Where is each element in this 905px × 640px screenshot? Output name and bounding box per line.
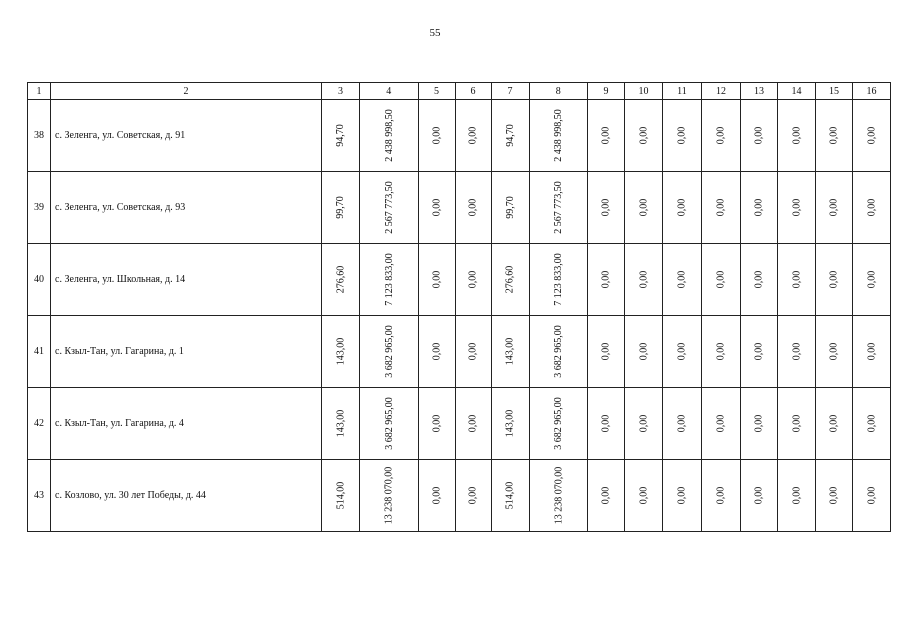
value-text: 0,00 <box>753 342 765 361</box>
value-cell-col-9 <box>588 388 625 460</box>
value-cell-col-8 <box>529 244 588 316</box>
value-cell-col-14 <box>778 316 816 388</box>
value-cell-col-8 <box>529 100 588 172</box>
value-text: 3 682 965,00 <box>552 397 564 450</box>
value-text: 0,00 <box>753 126 765 145</box>
value-cell-col-15 <box>816 244 853 316</box>
value-text: 94,70 <box>335 124 346 147</box>
value-cell-col-12 <box>702 244 741 316</box>
value-cell-col-5 <box>418 316 455 388</box>
value-cell-col-12 <box>702 100 741 172</box>
value-cell-col-14 <box>778 244 816 316</box>
value-text: 3 682 965,00 <box>552 325 564 378</box>
value-text: 2 567 773,50 <box>383 181 395 234</box>
value-text: 0,00 <box>715 414 727 433</box>
value-text: 0,00 <box>600 126 612 145</box>
column-header-15: 15 <box>816 83 853 100</box>
column-header-14: 14 <box>778 83 816 100</box>
value-text: 0,00 <box>467 270 479 289</box>
value-cell-col-13 <box>741 316 778 388</box>
value-cell-col-8 <box>529 460 588 532</box>
value-text: 0,00 <box>828 270 840 289</box>
value-text: 0,00 <box>828 342 840 361</box>
value-text: 0,00 <box>791 126 802 145</box>
address-cell: с. Зеленга, ул. Школьная, д. 14 <box>51 244 322 316</box>
column-header-3: 3 <box>322 83 360 100</box>
value-text: 94,70 <box>504 124 516 147</box>
value-cell-col-13 <box>741 460 778 532</box>
value-cell-col-9 <box>588 244 625 316</box>
column-header-5: 5 <box>418 83 455 100</box>
address-cell: с. Зеленга, ул. Советская, д. 91 <box>51 100 322 172</box>
value-text: 0,00 <box>676 342 688 361</box>
column-header-4: 4 <box>360 83 419 100</box>
value-cell-col-16 <box>853 388 891 460</box>
value-cell-col-14 <box>778 172 816 244</box>
value-cell-col-11 <box>663 172 702 244</box>
value-cell-col-13 <box>741 172 778 244</box>
value-cell-col-11 <box>663 316 702 388</box>
value-text: 0,00 <box>753 198 765 217</box>
value-cell-col-10 <box>625 100 663 172</box>
value-text: 0,00 <box>431 342 442 361</box>
column-header-1: 1 <box>28 83 51 100</box>
value-cell-col-7 <box>491 316 529 388</box>
value-text: 0,00 <box>676 414 688 433</box>
value-cell-col-12 <box>702 388 741 460</box>
value-cell-col-16 <box>853 244 891 316</box>
value-text: 0,00 <box>638 414 649 433</box>
value-text: 0,00 <box>600 342 612 361</box>
value-text: 2 567 773,50 <box>552 181 564 234</box>
value-cell-col-6 <box>455 388 491 460</box>
value-text: 0,00 <box>676 198 688 217</box>
value-cell-col-7 <box>491 388 529 460</box>
value-text: 0,00 <box>467 126 479 145</box>
value-text: 0,00 <box>600 198 612 217</box>
value-text: 0,00 <box>467 414 479 433</box>
value-text: 13 238 070,00 <box>383 466 395 525</box>
value-cell-col-7 <box>491 100 529 172</box>
value-text: 0,00 <box>431 486 442 505</box>
value-text: 0,00 <box>866 126 877 145</box>
value-text: 2 438 998,50 <box>383 109 395 162</box>
value-text: 0,00 <box>715 126 727 145</box>
value-text: 0,00 <box>600 270 612 289</box>
value-cell-col-5 <box>418 100 455 172</box>
value-cell-col-5 <box>418 244 455 316</box>
value-cell-col-3 <box>322 244 360 316</box>
value-cell-col-11 <box>663 100 702 172</box>
row-number-cell: 38 <box>28 100 51 172</box>
value-cell-col-3 <box>322 316 360 388</box>
table-row <box>28 316 891 388</box>
value-text: 0,00 <box>866 270 877 289</box>
value-cell-col-13 <box>741 100 778 172</box>
value-cell-col-6 <box>455 172 491 244</box>
value-cell-col-14 <box>778 460 816 532</box>
value-cell-col-4 <box>360 316 419 388</box>
column-header-9: 9 <box>588 83 625 100</box>
value-text: 0,00 <box>638 198 649 217</box>
value-cell-col-6 <box>455 244 491 316</box>
table-row <box>28 388 891 460</box>
value-text: 0,00 <box>467 198 479 217</box>
value-cell-col-9 <box>588 316 625 388</box>
value-cell-col-10 <box>625 316 663 388</box>
value-text: 0,00 <box>866 342 877 361</box>
value-text: 0,00 <box>828 126 840 145</box>
value-text: 0,00 <box>600 414 612 433</box>
value-cell-col-7 <box>491 460 529 532</box>
value-cell-col-16 <box>853 316 891 388</box>
column-header-6: 6 <box>455 83 491 100</box>
value-cell-col-6 <box>455 100 491 172</box>
value-text: 0,00 <box>828 486 840 505</box>
value-text: 276,60 <box>504 265 516 294</box>
value-cell-col-5 <box>418 172 455 244</box>
value-cell-col-4 <box>360 388 419 460</box>
value-text: 13 238 070,00 <box>552 466 564 525</box>
value-cell-col-10 <box>625 388 663 460</box>
value-cell-col-15 <box>816 100 853 172</box>
value-text: 0,00 <box>431 198 442 217</box>
column-header-12: 12 <box>702 83 741 100</box>
row-number-cell: 43 <box>28 460 51 532</box>
value-text: 143,00 <box>504 409 516 438</box>
value-cell-col-6 <box>455 460 491 532</box>
value-cell-col-16 <box>853 172 891 244</box>
value-cell-col-15 <box>816 388 853 460</box>
column-header-10: 10 <box>625 83 663 100</box>
table-row <box>28 172 891 244</box>
value-cell-col-3 <box>322 100 360 172</box>
value-text: 143,00 <box>335 409 346 438</box>
value-text: 0,00 <box>791 270 802 289</box>
row-number-cell: 40 <box>28 244 51 316</box>
value-text: 0,00 <box>431 126 442 145</box>
value-cell-col-4 <box>360 460 419 532</box>
value-cell-col-8 <box>529 172 588 244</box>
value-cell-col-11 <box>663 244 702 316</box>
value-text: 514,00 <box>335 481 346 510</box>
value-text: 0,00 <box>791 198 802 217</box>
address-cell: с. Кзыл-Тан, ул. Гагарина, д. 4 <box>51 388 322 460</box>
value-text: 0,00 <box>676 486 688 505</box>
row-number-cell: 39 <box>28 172 51 244</box>
value-cell-col-4 <box>360 100 419 172</box>
value-cell-col-16 <box>853 100 891 172</box>
value-cell-col-15 <box>816 316 853 388</box>
data-table <box>27 82 891 532</box>
value-cell-col-15 <box>816 460 853 532</box>
value-cell-col-14 <box>778 100 816 172</box>
value-cell-col-15 <box>816 172 853 244</box>
value-text: 0,00 <box>638 342 649 361</box>
value-text: 0,00 <box>431 414 442 433</box>
table-row <box>28 244 891 316</box>
address-cell: с. Козлово, ул. 30 лет Победы, д. 44 <box>51 460 322 532</box>
value-cell-col-13 <box>741 388 778 460</box>
value-cell-col-9 <box>588 460 625 532</box>
value-text: 0,00 <box>791 342 802 361</box>
value-cell-col-4 <box>360 172 419 244</box>
value-text: 143,00 <box>335 337 346 366</box>
row-number-cell: 41 <box>28 316 51 388</box>
column-header-16: 16 <box>853 83 891 100</box>
value-cell-col-5 <box>418 388 455 460</box>
value-cell-col-12 <box>702 460 741 532</box>
value-cell-col-9 <box>588 172 625 244</box>
value-cell-col-8 <box>529 316 588 388</box>
value-text: 99,70 <box>335 196 346 219</box>
value-text: 0,00 <box>866 414 877 433</box>
value-cell-col-12 <box>702 316 741 388</box>
value-text: 143,00 <box>504 337 516 366</box>
value-text: 3 682 965,00 <box>383 325 395 378</box>
value-text: 0,00 <box>791 486 802 505</box>
column-header-11: 11 <box>663 83 702 100</box>
column-header-2: 2 <box>51 83 322 100</box>
value-text: 0,00 <box>753 414 765 433</box>
value-text: 0,00 <box>753 270 765 289</box>
value-text: 0,00 <box>828 198 840 217</box>
value-text: 0,00 <box>676 126 688 145</box>
column-header-13: 13 <box>741 83 778 100</box>
table-row <box>28 100 891 172</box>
value-cell-col-3 <box>322 460 360 532</box>
value-cell-col-6 <box>455 316 491 388</box>
value-cell-col-7 <box>491 244 529 316</box>
value-cell-col-11 <box>663 460 702 532</box>
value-text: 7 123 833,00 <box>552 253 564 306</box>
value-text: 0,00 <box>715 486 727 505</box>
value-cell-col-3 <box>322 388 360 460</box>
value-text: 0,00 <box>715 270 727 289</box>
value-text: 0,00 <box>791 414 802 433</box>
value-cell-col-11 <box>663 388 702 460</box>
row-number-cell: 42 <box>28 388 51 460</box>
value-text: 0,00 <box>715 198 727 217</box>
value-cell-col-8 <box>529 388 588 460</box>
value-cell-col-10 <box>625 460 663 532</box>
address-cell: с. Кзыл-Тан, ул. Гагарина, д. 1 <box>51 316 322 388</box>
page-number: 55 <box>429 27 441 39</box>
value-cell-col-13 <box>741 244 778 316</box>
value-text: 0,00 <box>828 414 840 433</box>
value-text: 2 438 998,50 <box>552 109 564 162</box>
value-text: 0,00 <box>431 270 442 289</box>
table-header-row <box>28 83 891 100</box>
address-cell: с. Зеленга, ул. Советская, д. 93 <box>51 172 322 244</box>
value-text: 514,00 <box>504 481 516 510</box>
value-cell-col-9 <box>588 100 625 172</box>
value-text: 99,70 <box>504 196 516 219</box>
value-text: 0,00 <box>866 486 877 505</box>
value-cell-col-5 <box>418 460 455 532</box>
column-header-7: 7 <box>491 83 529 100</box>
value-text: 0,00 <box>600 486 612 505</box>
value-text: 7 123 833,00 <box>383 253 395 306</box>
value-cell-col-3 <box>322 172 360 244</box>
value-cell-col-16 <box>853 460 891 532</box>
value-cell-col-12 <box>702 172 741 244</box>
value-text: 0,00 <box>638 270 649 289</box>
value-text: 0,00 <box>753 486 765 505</box>
value-text: 0,00 <box>715 342 727 361</box>
table-row <box>28 460 891 532</box>
value-text: 0,00 <box>676 270 688 289</box>
value-cell-col-7 <box>491 172 529 244</box>
value-text: 0,00 <box>638 486 649 505</box>
value-cell-col-4 <box>360 244 419 316</box>
value-text: 0,00 <box>866 198 877 217</box>
value-text: 0,00 <box>467 486 479 505</box>
column-header-8: 8 <box>529 83 588 100</box>
value-text: 0,00 <box>638 126 649 145</box>
value-cell-col-10 <box>625 172 663 244</box>
value-text: 276,60 <box>335 265 346 294</box>
value-cell-col-14 <box>778 388 816 460</box>
value-text: 3 682 965,00 <box>383 397 395 450</box>
value-text: 0,00 <box>467 342 479 361</box>
value-cell-col-10 <box>625 244 663 316</box>
